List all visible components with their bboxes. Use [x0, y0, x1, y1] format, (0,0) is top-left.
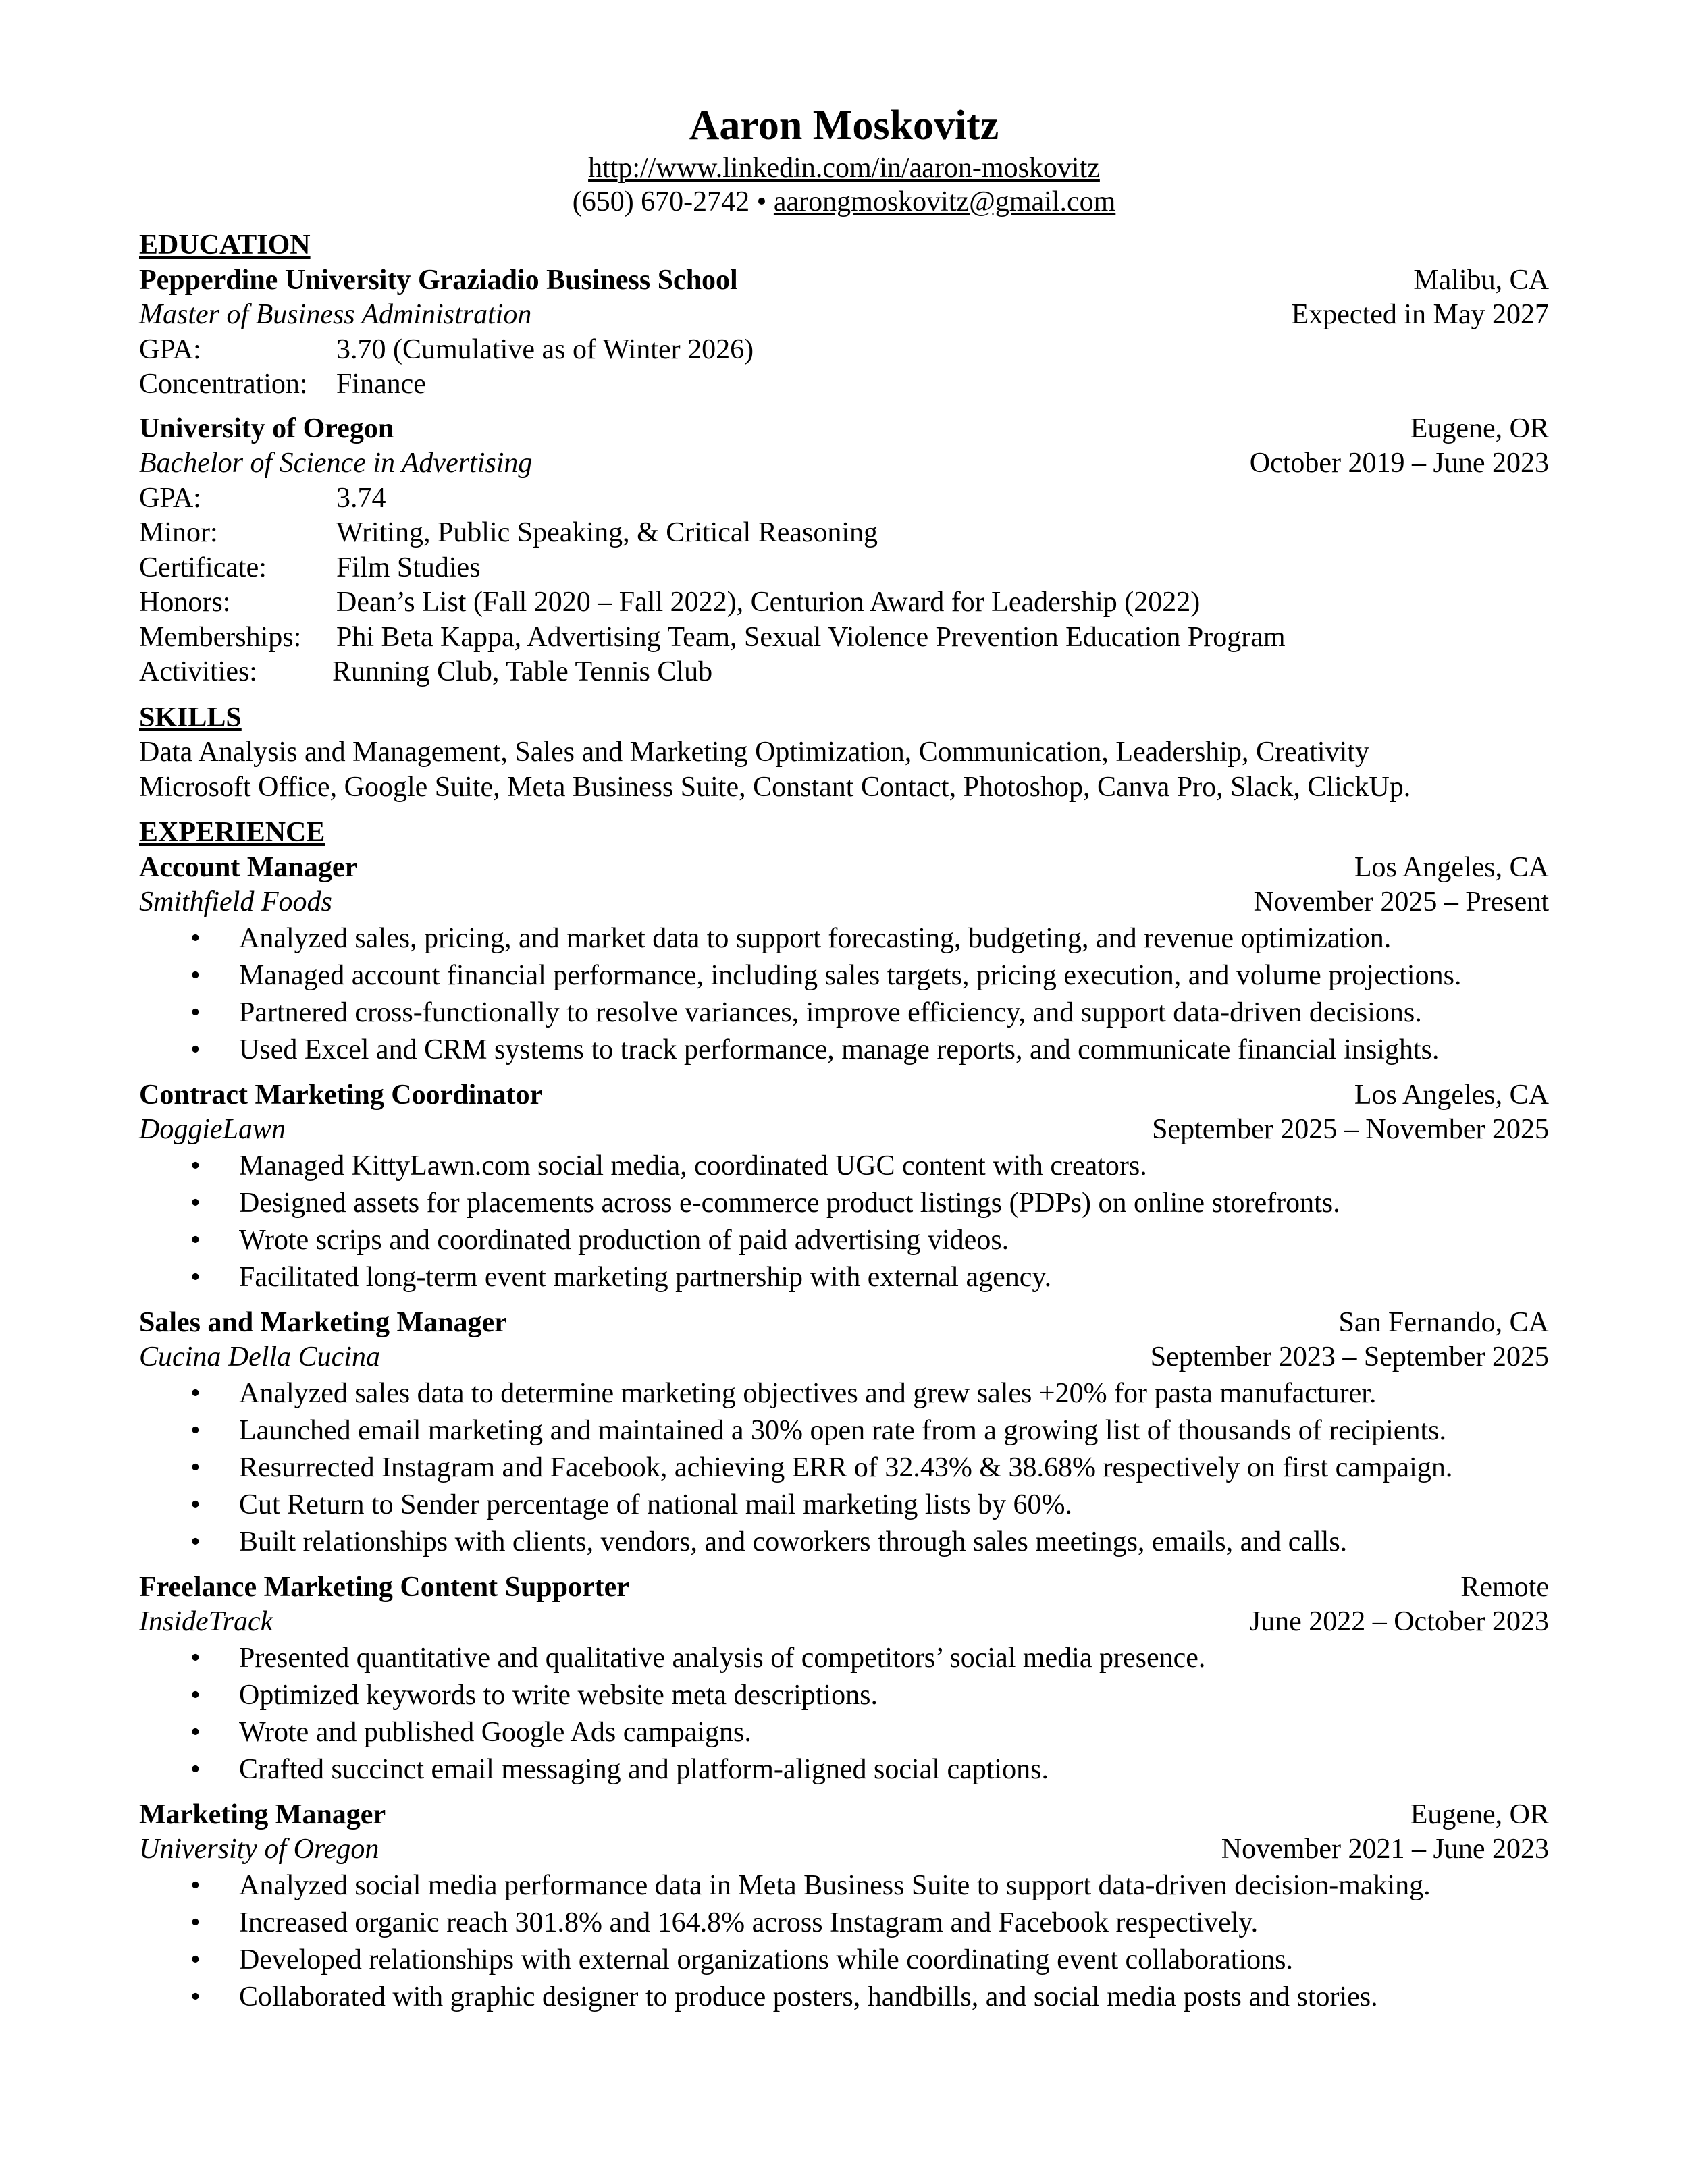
- detail-row: [139, 655, 1549, 690]
- bullet-item: [139, 1185, 1549, 1222]
- bullet-item: [139, 1905, 1549, 1942]
- bullet-text: Managed KittyLawn.com social media, coordinated UGC content with creators.: [239, 1150, 1147, 1181]
- detail-label: Concentration:: [139, 369, 308, 400]
- bullet-text: Analyzed sales, pricing, and market data to support forecasting, budgeting, and revenue optimization.: [239, 922, 1392, 954]
- job-bullets: [139, 920, 1549, 1069]
- job-dates: November 2021 – June 2023: [1221, 1834, 1549, 1865]
- bullet-text: Launched email marketing and maintained a 30% open rate from a growing list of thousands of recipients.: [239, 1414, 1446, 1446]
- resume-header: [139, 101, 1549, 219]
- job-entry: [139, 1078, 1549, 1296]
- company-name: Smithfield Foods: [139, 886, 332, 917]
- education-entry-oregon: [139, 412, 1549, 690]
- bullet-text: Increased organic reach 301.8% and 164.8% across Instagram and Facebook respectively.: [239, 1907, 1259, 1938]
- skills-line: Data Analysis and Management, Sales and Marketing Optimization, Communication, Leadership, Creativity: [139, 737, 1369, 768]
- detail-label: Activities:: [139, 656, 257, 687]
- detail-label: GPA:: [139, 334, 201, 365]
- detail-value: Writing, Public Speaking, & Critical Reasoning: [336, 517, 878, 548]
- bullet-text: Managed account financial performance, including sales targets, pricing execution, and volume projections.: [239, 959, 1462, 991]
- experience-heading: EXPERIENCE: [139, 817, 325, 848]
- bullet-text: Facilitated long-term event marketing partnership with external agency.: [239, 1261, 1052, 1293]
- experience-list: [139, 851, 1549, 2016]
- detail-value: Finance: [336, 369, 426, 400]
- detail-label: Memberships:: [139, 621, 302, 653]
- bullet-icon: •: [190, 1716, 201, 1748]
- bullet-text: Partnered cross-functionally to resolve variances, improve efficiency, and support data-driven decisions.: [239, 996, 1422, 1028]
- skills-list: [139, 735, 1549, 805]
- bullet-item: [139, 1259, 1549, 1296]
- detail-value: Film Studies: [336, 552, 481, 583]
- bullet-item: [139, 1942, 1549, 1979]
- candidate-name: Aaron Moskovitz: [689, 103, 999, 149]
- job-dates: November 2025 – Present: [1253, 886, 1549, 917]
- detail-value: Dean’s List (Fall 2020 – Fall 2022), Centurion Award for Leadership (2022): [336, 587, 1201, 618]
- bullet-text: Resurrected Instagram and Facebook, achieving ERR of 32.43% & 38.68% respectively on first campaign.: [239, 1451, 1453, 1483]
- bullet-icon: •: [190, 1034, 201, 1065]
- bullet-item: [139, 920, 1549, 957]
- detail-value: Phi Beta Kappa, Advertising Team, Sexual Violence Prevention Education Program: [336, 621, 1286, 653]
- email-link[interactable]: aarongmoskovitz@gmail.com: [773, 186, 1116, 217]
- detail-row: [139, 620, 1549, 656]
- job-dates: September 2023 – September 2025: [1150, 1341, 1549, 1373]
- job-dates: September 2025 – November 2025: [1152, 1114, 1549, 1145]
- detail-row: [139, 516, 1549, 551]
- company-name: Cucina Della Cucina: [139, 1341, 380, 1373]
- job-entry: [139, 1306, 1549, 1561]
- bullet-icon: •: [190, 1869, 201, 1901]
- company-name: DoggieLawn: [139, 1114, 286, 1145]
- education-entry-pepperdine: [139, 263, 1549, 402]
- bullet-text: Presented quantitative and qualitative analysis of competitors’ social media presence.: [239, 1642, 1206, 1674]
- job-location: Los Angeles, CA: [1354, 1079, 1549, 1111]
- bullet-icon: •: [190, 1224, 201, 1256]
- degree-dates: October 2019 – June 2023: [1249, 448, 1549, 479]
- bullet-icon: •: [190, 1526, 201, 1557]
- phone-number: (650) 670-2742: [572, 186, 750, 217]
- contact-separator: •: [756, 186, 767, 217]
- bullet-item: [139, 1979, 1549, 2016]
- bullet-item: [139, 1640, 1549, 1677]
- linkedin-line: [139, 151, 1549, 185]
- detail-label: GPA:: [139, 482, 201, 514]
- bullet-icon: •: [190, 1187, 201, 1219]
- bullet-item: [139, 1714, 1549, 1751]
- job-entry: [139, 1570, 1549, 1788]
- job-location: Los Angeles, CA: [1354, 851, 1549, 883]
- job-location: Remote: [1460, 1571, 1549, 1603]
- bullet-icon: •: [190, 1150, 201, 1181]
- linkedin-link[interactable]: http://www.linkedin.com/in/aaron-moskovitz: [588, 153, 1100, 184]
- bullet-icon: •: [190, 1753, 201, 1785]
- detail-row: [139, 481, 1549, 516]
- bullet-icon: •: [190, 1489, 201, 1520]
- job-bullets: [139, 1640, 1549, 1788]
- bullet-icon: •: [190, 959, 201, 991]
- bullet-item: [139, 1032, 1549, 1069]
- bullet-icon: •: [190, 922, 201, 954]
- school-location: Eugene, OR: [1410, 412, 1549, 444]
- school-name: University of Oregon: [139, 412, 394, 444]
- detail-row: [139, 367, 1549, 402]
- detail-value: Running Club, Table Tennis Club: [332, 656, 713, 687]
- bullet-item: [139, 1412, 1549, 1449]
- detail-value: 3.70 (Cumulative as of Winter 2026): [336, 334, 754, 365]
- bullet-text: Used Excel and CRM systems to track performance, manage reports, and communicate financial insights.: [239, 1034, 1440, 1065]
- bullet-text: Wrote scrips and coordinated production of paid advertising videos.: [239, 1224, 1009, 1256]
- bullet-icon: •: [190, 1261, 201, 1293]
- job-title: Contract Marketing Coordinator: [139, 1079, 543, 1111]
- job-dates: June 2022 – October 2023: [1249, 1606, 1549, 1637]
- bullet-text: Wrote and published Google Ads campaigns.: [239, 1716, 751, 1748]
- job-title: Marketing Manager: [139, 1799, 386, 1830]
- bullet-icon: •: [190, 1642, 201, 1674]
- bullet-item: [139, 1449, 1549, 1487]
- bullet-icon: •: [190, 1377, 201, 1409]
- bullet-text: Crafted succinct email messaging and platform-aligned social captions.: [239, 1753, 1049, 1785]
- bullet-text: Cut Return to Sender percentage of national mail marketing lists by 60%.: [239, 1489, 1073, 1520]
- detail-label: Minor:: [139, 517, 218, 548]
- detail-row: [139, 333, 1549, 368]
- bullet-text: Developed relationships with external organizations while coordinating event collaborations.: [239, 1944, 1293, 1975]
- detail-value: 3.74: [336, 482, 386, 514]
- bullet-text: Built relationships with clients, vendors, and coworkers through sales meetings, emails, and calls.: [239, 1526, 1348, 1557]
- skills-line: Microsoft Office, Google Suite, Meta Business Suite, Constant Contact, Photoshop, Canva Pro, Slack, ClickUp.: [139, 771, 1411, 803]
- bullet-icon: •: [190, 1944, 201, 1975]
- job-bullets: [139, 1148, 1549, 1296]
- bullet-icon: •: [190, 1679, 201, 1711]
- bullet-icon: •: [190, 996, 201, 1028]
- bullet-text: Designed assets for placements across e-commerce product listings (PDPs) on online storefronts.: [239, 1187, 1340, 1219]
- skills-heading: SKILLS: [139, 701, 242, 733]
- school-name: Pepperdine University Graziadio Business School: [139, 264, 738, 296]
- job-location: San Fernando, CA: [1338, 1306, 1549, 1338]
- school-location: Malibu, CA: [1413, 264, 1549, 296]
- bullet-item: [139, 1375, 1549, 1412]
- company-name: University of Oregon: [139, 1834, 379, 1865]
- bullet-icon: •: [190, 1451, 201, 1483]
- detail-label: Honors:: [139, 587, 231, 618]
- job-location: Eugene, OR: [1410, 1799, 1549, 1830]
- bullet-item: [139, 957, 1549, 994]
- job-entry: [139, 851, 1549, 1069]
- bullet-item: [139, 1222, 1549, 1259]
- job-bullets: [139, 1375, 1549, 1561]
- job-title: Account Manager: [139, 851, 358, 883]
- contact-line: [139, 185, 1549, 219]
- job-entry: [139, 1798, 1549, 2016]
- bullet-item: [139, 1751, 1549, 1788]
- job-title: Sales and Marketing Manager: [139, 1306, 507, 1338]
- degree-dates: Expected in May 2027: [1291, 299, 1549, 330]
- bullet-icon: •: [190, 1981, 201, 2013]
- job-title: Freelance Marketing Content Supporter: [139, 1571, 629, 1603]
- bullet-text: Collaborated with graphic designer to produce posters, handbills, and social media posts and stories.: [239, 1981, 1378, 2013]
- company-name: InsideTrack: [139, 1606, 273, 1637]
- bullet-item: [139, 1524, 1549, 1561]
- bullet-item: [139, 994, 1549, 1032]
- bullet-item: [139, 1867, 1549, 1905]
- degree-name: Master of Business Administration: [139, 299, 532, 330]
- detail-row: [139, 551, 1549, 586]
- detail-label: Certificate:: [139, 552, 267, 583]
- bullet-text: Analyzed sales data to determine marketing objectives and grew sales +20% for pasta manufacturer.: [239, 1377, 1377, 1409]
- bullet-icon: •: [190, 1414, 201, 1446]
- detail-row: [139, 585, 1549, 620]
- bullet-item: [139, 1487, 1549, 1524]
- job-bullets: [139, 1867, 1549, 2016]
- bullet-item: [139, 1148, 1549, 1185]
- bullet-text: Analyzed social media performance data in Meta Business Suite to support data-driven decision-making.: [239, 1869, 1431, 1901]
- bullet-icon: •: [190, 1907, 201, 1938]
- bullet-item: [139, 1677, 1549, 1714]
- degree-name: Bachelor of Science in Advertising: [139, 448, 533, 479]
- education-heading: EDUCATION: [139, 230, 311, 261]
- bullet-text: Optimized keywords to write website meta descriptions.: [239, 1679, 878, 1711]
